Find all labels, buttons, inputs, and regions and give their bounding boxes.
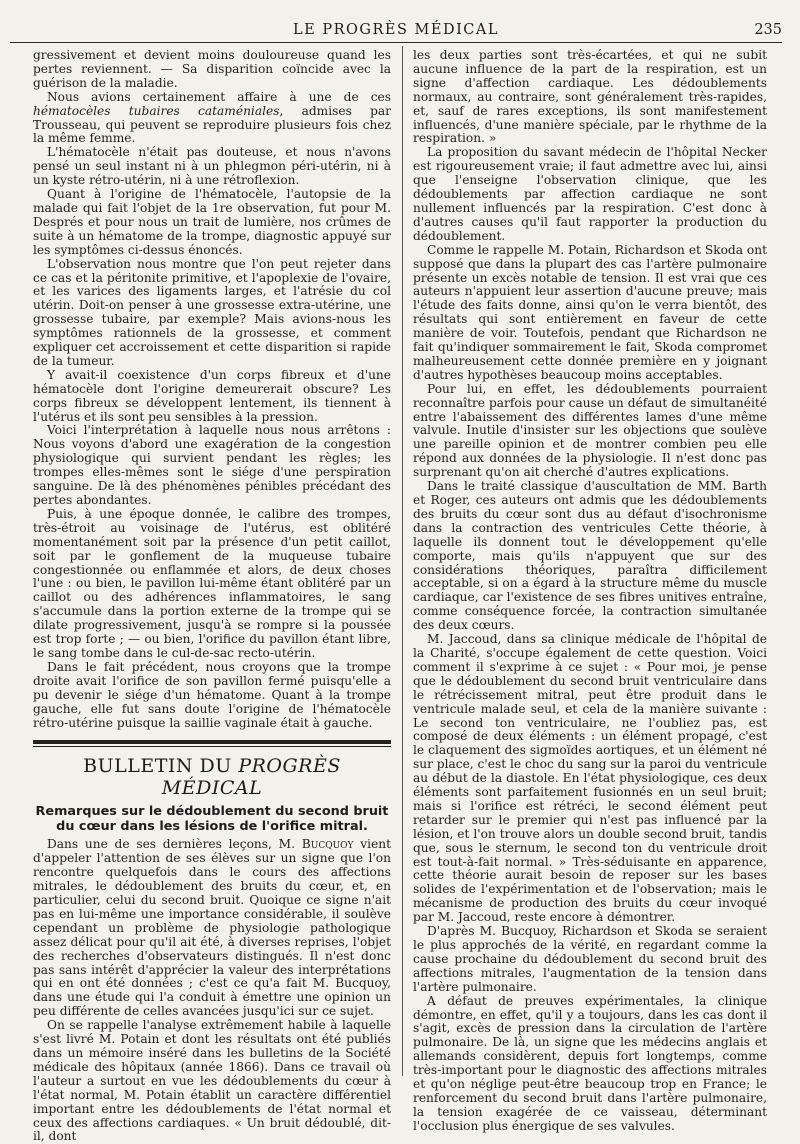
paragraph: Voici l'interprétation à laquelle nous nous arrêtons : Nous voyons d'abord une exagération de la congestion physiologique qui survient pendant les règles; les trompes elles-mêmes sont le siége d'une perspiration sanguine. De là des phénomènes pénibles précédant des pertes abondantes. [33,423,391,507]
author-name: Bucquoy [301,837,354,852]
paragraph: L'hématocèle n'était pas douteuse, et nous n'avons pensé un seul instant ni à un phlegmon péri-utérin, ni à un kyste rétro-utérin, ni à une rétroflexion. [33,145,391,188]
paragraph: Quant à l'origine de l'hématocèle, l'autopsie de la malade qui fait l'objet de la 1re observation, fut pour M. Després et pour nous un trait de lumière, nos crûmes de suite à un hématome de la trompe, diagnostic appuyé sur les symptômes ci-dessus énoncés. [33,187,391,257]
paragraph: Dans le fait précédent, nous croyons que la trompe droite avait l'orifice de son pavillon fermé puisqu'elle a pu devenir le siége d'un hématome. Quant à la trompe gauche, elle fut sans doute l'origine de l'hématocèle rétro-utérine puisque la saillie vaginale était à gauche. [33,659,391,730]
emphasis-term: hématocèles tubaires cataméniales [33,103,280,118]
paragraph: A défaut de preuves expérimentales, la clinique démontre, en effet, qu'il y a toujours, dans les cas dont il s'agit, excès de pression dans la circulation de l'artère pulmonaire. De là, un signe que les médecins anglais et allemands considèrent, depuis fort longtemps, comme très-important pour le diagnostic des affections mitrales et qu'on néglige peut-être beaucoup trop en France; le renforcement du second bruit dans l'artère pulmonaire, la tension exagérée de ce vaisseau, déterminant l'occlusion plus énergique de ses valvules. [413,993,767,1133]
paragraph: Dans le traité classique d'auscultation de MM. Barth et Roger, ces auteurs ont admis que les dédoublements des bruits du cœur sont dus au défaut d'isochronisme dans la contraction des ventricules Cette théorie, à laquelle ils donnent tout le développement qu'elle comporte, mais qu'ils n'appuyent que sur des considérations théoriques, paraîtra difficilement acceptable, si on a égard à la structure même du muscle cardiaque, car l'existence de ses fibres unitives entraîne, comme conséquence forcée, la contraction simultanée des deux cœurs. [413,479,767,633]
paragraph: Y avait-il coexistence d'un corps fibreux et d'une hématocèle dont l'origine demeurerait obscure? Les corps fibreux se développent lentement, ils tiennent à l'utérus et ils sont peu sensibles à la pression. [33,367,391,424]
column-divider [402,46,403,1076]
paragraph: Dans une de ses dernières leçons, M. Bucquoy vient d'appeler l'attention de ses élèves sur un signe que l'on rencontre quelquefois dans le cours des affections mitrales, le dédoublement des bruits du cœur, et, en particulier, celui du second bruit. Quoique ce signe n'ait pas en lui-même une importance considérable, il soulève cependant un problème de physiologie pathologique assez délicat pour qu'il ait été, à diverses reprises, l'objet des recherches d'observateurs distingués. Il n'est donc pas sans intérêt d'apprécier la valeur des interprétations qui en ont été données ; c'est ce qu'a fait M. Bucquoy, dans une étude qui l'a conduit à émettre une opinion un peu différente de celles avancées jusqu'ici sur ce sujet. [33,837,391,1019]
page-number: 235 [754,22,782,38]
paragraph: D'après M. Bucquoy, Richardson et Skoda se seraient le plus approchés de la vérité, en regardant comme la cause prochaine du dédoublement du second bruit des affections mitrales, l'augmentation de la tension dans l'artère pulmonaire. [413,924,767,994]
section-rule-thin [33,746,391,747]
paragraph: Comme le rappelle M. Potain, Richardson et Skoda ont supposé que dans la plupart des cas l'artère pulmonaire présente un excès notable de tension. Il est vrai que ces auteurs n'appuient leur assertion d'aucune preuve; mais l'étude des faits donne, ainsi qu'on le verra bientôt, des résultats qui sont entièrement en faveur de cette manière de voir. Toutefois, pendant que Richardson ne fait qu'indiquer sommairement le fait, Skoda compromet malheureusement cette donnée première en y joignant d'autres hypothèses beaucoup moins acceptables. [413,242,767,382]
paragraph: La proposition du savant médecin de l'hôpital Necker est rigoureusement vraie; il faut admettre avec lui, ainsi que l'enseigne l'observation clinique, que les dédoublements par affection cardiaque ne sont nullement influencés par la respiration. C'est donc à d'autres causes qu'il faut rapporter la production du dédoublement. [413,145,767,243]
section-rule-thick [33,740,391,744]
paragraph: Pour lui, en effet, les dédoublements pourraient reconnaître parfois pour cause un défaut de simultanéité entre l'abaissement des différentes lames d'une même valvule. Inutile d'insister sur les objections que soulève une pareille opinion et de montrer combien peu elle répond aux données de la physiologie. Il n'est donc pas surprenant qu'on ait cherché d'autres explications. [413,381,767,480]
paragraph: Puis, à une époque donnée, le calibre des trompes, très-étroit au voisinage de l'utérus, est oblitéré momentanément soit par la présence d'un petit caillot, soit par le gonflement de la muqueuse tubaire congestionnée ou enflammée et alors, de deux choses l'une : ou bien, le pavillon lui-même étant oblitéré par un caillot ou des adhérences inflammatoires, le sang s'accumule dans la portion externe de la trompe qui se dilate progressivement, jusqu'à se rompre si la poussée est trop forte ; — ou bien, l'orifice du pavillon étant libre, le sang tombe dans le cul-de-sac recto-utérin. [33,506,391,660]
paragraph: gressivement et devient moins douloureuse quand les pertes reviennent. — Sa disparition coïncide avec la guérison de la maladie. [33,48,391,90]
article-title: Remarques sur le dédoublement du second bruit du cœur dans les lésions de l'orifice mitral. [35,804,389,834]
right-column [413,49,767,1134]
paragraph: M. Jaccoud, dans sa clinique médicale de l'hôpital de la Charité, s'occupe également de cette question. Voici comment il s'exprime à ce sujet : « Pour moi, je pense que le dédoublement du second bruit ventriculaire dans le rétrécissement mitral, peut être produit dans le ventricule malade seul, et cela de la manière suivante : Le second ton ventriculaire, ne l'oubliez pas, est composé de deux éléments : un élément propagé, c'est le claquement des sigmoïdes aortiques, et un élément né sur place, c'est le choc du sang sur la paroi du ventricule au début de la diastole. En l'état physiologique, ces deux éléments sont parfaitement fusionnés en un seul bruit; mais si l'orifice est rétréci, le second élément peut retarder sur le premier qui n'est pas influencé par la lésion, et l'on trouve alors un double second bruit, tandis que, sous le sternum, le second ton du ventricule droit est tout-à-fait normal. » Très-séduisante en apparence, cette théorie aurait besoin de reposer sur les bases solides de l'expérimentation et de l'observation; mais le mécanisme de production des bruits du cœur invoqué par M. Jaccoud, reste encore à démontrer. [413,632,767,925]
paragraph: Nous avions certainement affaire à une de ces hématocèles tubaires cataméniales, admises par Trousseau, qui peuvent se reproduire plusieurs fois chez la même femme. [33,89,391,146]
bulletin-heading: BULLETIN DU PROGRÈS MÉDICAL [83,755,341,800]
paragraph: On se rappelle l'analyse extrêmement habile à laquelle s'est livré M. Potain et dont les résultats ont été publiés dans un mémoire inséré dans les bulletins de la Société médicale des hôpitaux (année 1866). Dans ce travail où l'auteur a surtout en vue les dédoublements du cœur à l'état normal, M. Potain établit un caractère différentiel important entre les dédoublements de l'état normal et ceux des affections cardiaques. « Un bruit dédoublé, dit-il, dont [33,1018,391,1144]
paragraph: L'observation nous montre que l'on peut rejeter dans ce cas et la péritonite primitive, et l'apoplexie de l'ovaire, et les varices des ligaments larges, et l'atrésie du col utérin. Doit-on penser à une grossesse extra-utérine, une grossesse tubaire, par exemple? Mais avions-nous les symptômes rationnels de la grossesse, et comment expliquer cet accroissement et cette disparition si rapide de la tumeur. [33,256,391,368]
journal-title: LE PROGRÈS MÉDICAL [293,22,499,38]
left-column [33,49,391,1144]
running-head [10,20,782,43]
paragraph: les deux parties sont très-écartées, et qui ne subit aucune influence de la part de la respiration, est un signe d'affection cardiaque. Les dédoublements normaux, au contraire, sont généralement très-rapides, et, sauf de rares exceptions, ils sont manifestement influencés, d'une manière spéciale, par le rhythme de la respiration. » [413,48,767,146]
